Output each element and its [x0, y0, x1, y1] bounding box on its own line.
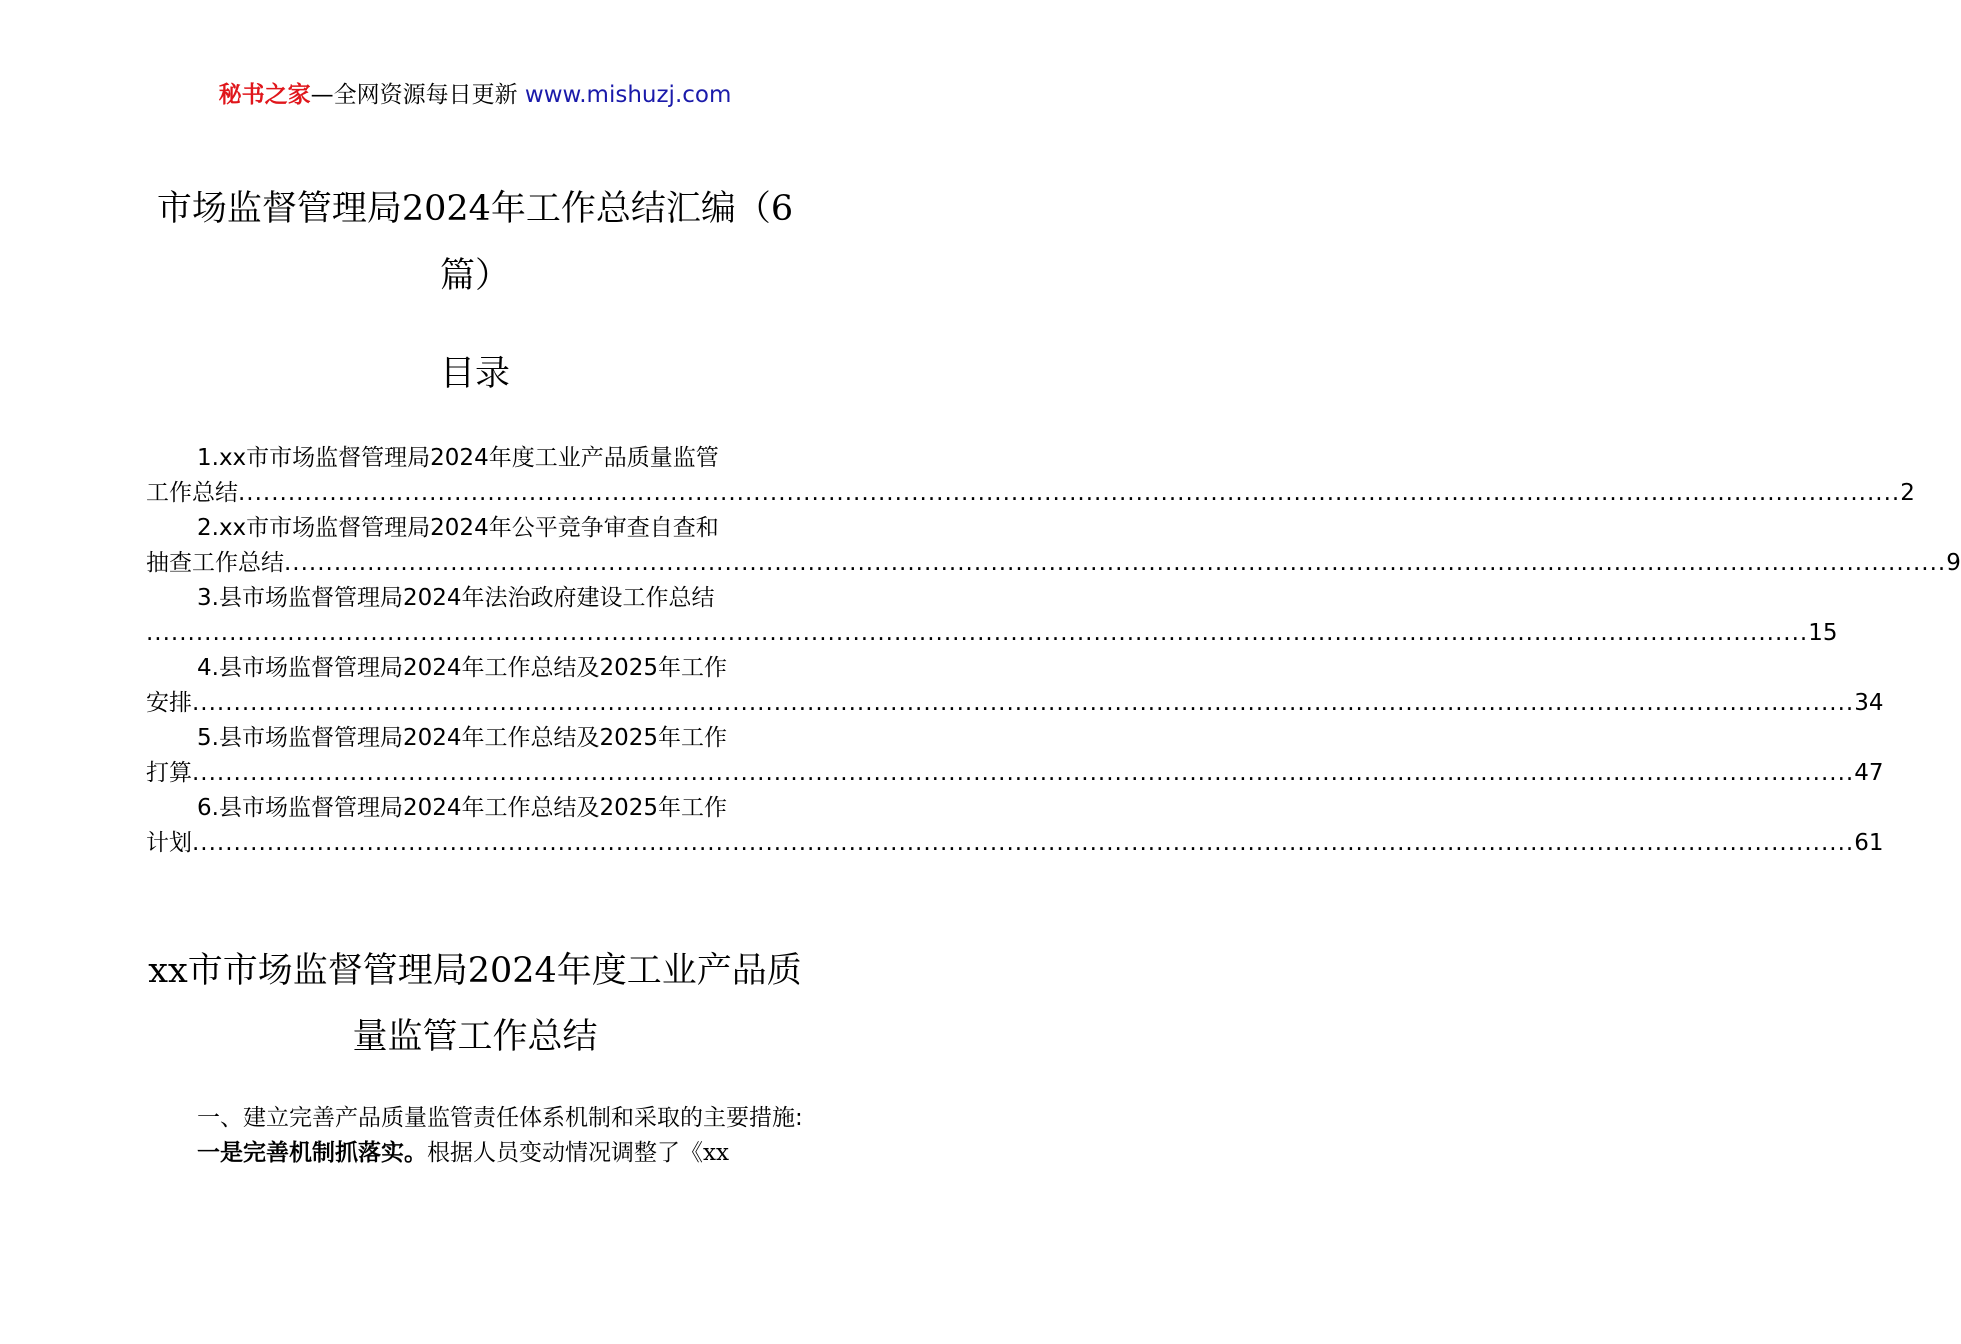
toc-entry-title: 3.县市场监督管理局2024年法治政府建设工作总结	[197, 585, 715, 611]
toc-entry-title: 1.xx市市场监督管理局2024年度工业产品质量监管	[197, 445, 719, 471]
toc-page-number: 2	[1900, 480, 1915, 506]
paragraph-lead: 一是完善机制抓落实。	[197, 1140, 427, 1166]
toc-leader-dots: ........................................................................................................................................................................................................	[146, 620, 1809, 646]
toc-entry-3[interactable]	[146, 581, 1838, 651]
toc-entry-title: 2.xx市市场监督管理局2024年公平竞争审查自查和	[197, 515, 719, 541]
toc-entry-4[interactable]	[146, 651, 1884, 721]
brand-name: 秘书之家	[218, 82, 311, 108]
toc-entry-title-continued: 安排	[146, 690, 192, 716]
toc-entry-title: 5.县市场监督管理局2024年工作总结及2025年工作	[197, 725, 728, 751]
site-header	[0, 78, 950, 112]
paragraph	[146, 1136, 806, 1171]
site-url-link[interactable]: www.mishuzj.com	[524, 82, 732, 108]
paragraph-text: 一、建立完善产品质量监管责任体系机制和采取的主要措施:	[197, 1105, 803, 1131]
document-title: 市场监督管理局2024年工作总结汇编（6篇）	[156, 189, 794, 296]
toc-leader-dots: ........................................................................................................................................................................................................	[192, 690, 1855, 716]
toc-entry-title-continued: 抽查工作总结	[146, 550, 284, 576]
table-of-contents	[146, 441, 1961, 861]
toc-entry-1[interactable]	[146, 441, 1915, 511]
toc-entry-title-continued: 工作总结	[146, 480, 238, 506]
toc-page-number: 9	[1946, 550, 1961, 576]
toc-leader-dots: ........................................................................................................................................................................................................	[238, 480, 1901, 506]
toc-entry-6[interactable]	[146, 791, 1884, 861]
paragraph	[146, 1101, 806, 1136]
header-tagline: —全网资源每日更新	[310, 82, 525, 108]
toc-leader-dots: ........................................................................................................................................................................................................	[192, 760, 1855, 786]
toc-page-number: 15	[1808, 620, 1838, 646]
toc-entry-5[interactable]	[146, 721, 1884, 791]
toc-entry-title: 6.县市场监督管理局2024年工作总结及2025年工作	[197, 795, 728, 821]
toc-page-number: 47	[1854, 760, 1884, 786]
toc-entry-title-continued: 计划	[146, 830, 192, 856]
toc-entry-title: 4.县市场监督管理局2024年工作总结及2025年工作	[197, 655, 728, 681]
paragraph-tail: xx	[703, 1140, 729, 1166]
toc-page-number: 61	[1854, 830, 1884, 856]
toc-entry-title-continued: 打算	[146, 760, 192, 786]
section-title: xx市市场监督管理局2024年度工业产品质量监管工作总结	[148, 951, 802, 1057]
toc-entry-2[interactable]	[146, 511, 1961, 581]
toc-leader-dots: ........................................................................................................................................................................................................	[192, 830, 1855, 856]
toc-page-number: 34	[1854, 690, 1884, 716]
paragraph-text: 根据人员变动情况调整了《	[427, 1140, 703, 1166]
toc-heading: 目录	[439, 354, 510, 394]
body-text	[146, 1101, 806, 1171]
toc-leader-dots: ........................................................................................................................................................................................................	[284, 550, 1947, 576]
